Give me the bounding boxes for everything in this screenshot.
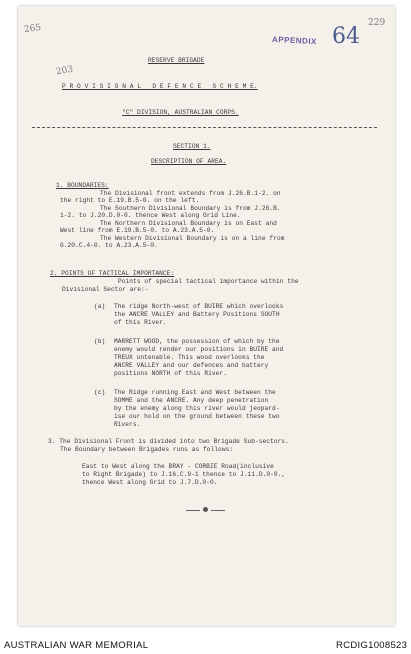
boundaries-heading: 1. BOUNDARIES: — [56, 182, 109, 189]
end-mark-dot — [203, 507, 208, 512]
item-c-line-2: SOMME and the ANCRE. Any deep penetration — [114, 397, 269, 404]
document-page — [18, 6, 395, 626]
appendix-stamp: APPENDIX — [271, 34, 318, 47]
boundaries-line-7: The Western Divisional Boundary is on a line from — [100, 235, 285, 242]
boundaries-line-6: West line from E.19.B.5-0. to A.23.A.5-0. — [60, 227, 215, 234]
end-mark-right — [211, 510, 225, 511]
divider-line — [32, 127, 377, 128]
item-b-line-3: TREUX untenable. This wood overlooks the — [114, 354, 265, 361]
subsectors-line-3: East to West along the BRAY - CORBIE Road(inclusive — [82, 463, 274, 470]
boundaries-line-3: The Southern Divisional Boundary is from J.26.B. — [100, 205, 281, 212]
subsectors-line-1: 3. The Divisional Front is divided into two Brigade Sub-sectors. — [48, 438, 289, 445]
section-title: SECTION 1. — [173, 143, 211, 150]
header-division: "C" DIVISION, AUSTRALIAN CORPS. — [122, 109, 239, 116]
end-mark-left — [186, 510, 200, 511]
item-b-line-1: MARRETT WOOD, the possession of which by the — [114, 338, 280, 345]
boundaries-line-2: the right to E.19.B.5-0. on the left. — [60, 197, 200, 204]
item-b-line-5: positions NORTH of this River. — [114, 370, 227, 377]
subsectors-line-4: to Right Brigade) to J.16.C.9-1 thence to J.11.D.0-0., — [82, 471, 286, 478]
pencil-number-side: 203 — [55, 64, 74, 78]
tactical-heading: 2. POINTS OF TACTICAL IMPORTANCE: — [50, 270, 175, 277]
section-subtitle: DESCRIPTION OF AREA. — [151, 158, 227, 165]
item-a-label: (a) — [94, 303, 106, 310]
item-c-line-5: Rivers. — [114, 421, 141, 428]
boundaries-line-5: The Northern Divisional Boundary is on East and — [100, 220, 277, 227]
subsectors-line-5: thence West along Grid to J.7.D.0-0. — [82, 479, 218, 486]
item-c-label: (c) — [94, 389, 106, 396]
item-c-line-3: by the enemy along this river would jeopard- — [114, 405, 280, 412]
subsectors-line-2: The Boundary between Brigades runs as follows: — [60, 446, 234, 453]
boundaries-line-1: The Divisional front extends from J.26.B.1-2. on — [100, 190, 281, 197]
appendix-number: 64 — [332, 24, 360, 49]
item-b-label: (b) — [94, 338, 106, 345]
footer-right: RCDIG1008523 — [336, 640, 408, 651]
item-c-line-4: ise our hold on the ground between these two — [114, 413, 280, 420]
pencil-number-top-right: 229 — [368, 18, 386, 28]
pencil-number-top-left: 265 — [23, 22, 42, 36]
item-a-line-2: the ANCRE VALLEY and Battery Positions SOUTH — [114, 311, 280, 318]
item-b-line-2: enemy would render our positions in BUIRE and — [114, 346, 284, 353]
footer-left: AUSTRALIAN WAR MEMORIAL — [4, 640, 149, 651]
boundaries-line-8: G.20.C.4-0. to A.23.A.5-0. — [60, 242, 158, 249]
item-a-line-1: The ridge North-west of BUIRE which overlooks — [114, 303, 284, 310]
header-defence-scheme: P R O V I S I O N A L D E F E N C E S C H E M E. — [62, 83, 258, 90]
tactical-intro-2: Divisional Sector are:- — [62, 286, 149, 293]
tactical-intro-1: Points of special tactical importance within the — [118, 278, 299, 285]
item-b-line-4: ANCRE VALLEY and our defences and battery — [114, 362, 269, 369]
item-c-line-1: The Ridge running East and West between the — [114, 389, 276, 396]
boundaries-line-4: 1-2. to J.20.D.0-0. thence West along Grid Line. — [60, 212, 241, 219]
header-reserve-brigade: RESERVE BRIGADE — [148, 57, 205, 64]
item-a-line-3: of this River. — [114, 319, 167, 326]
